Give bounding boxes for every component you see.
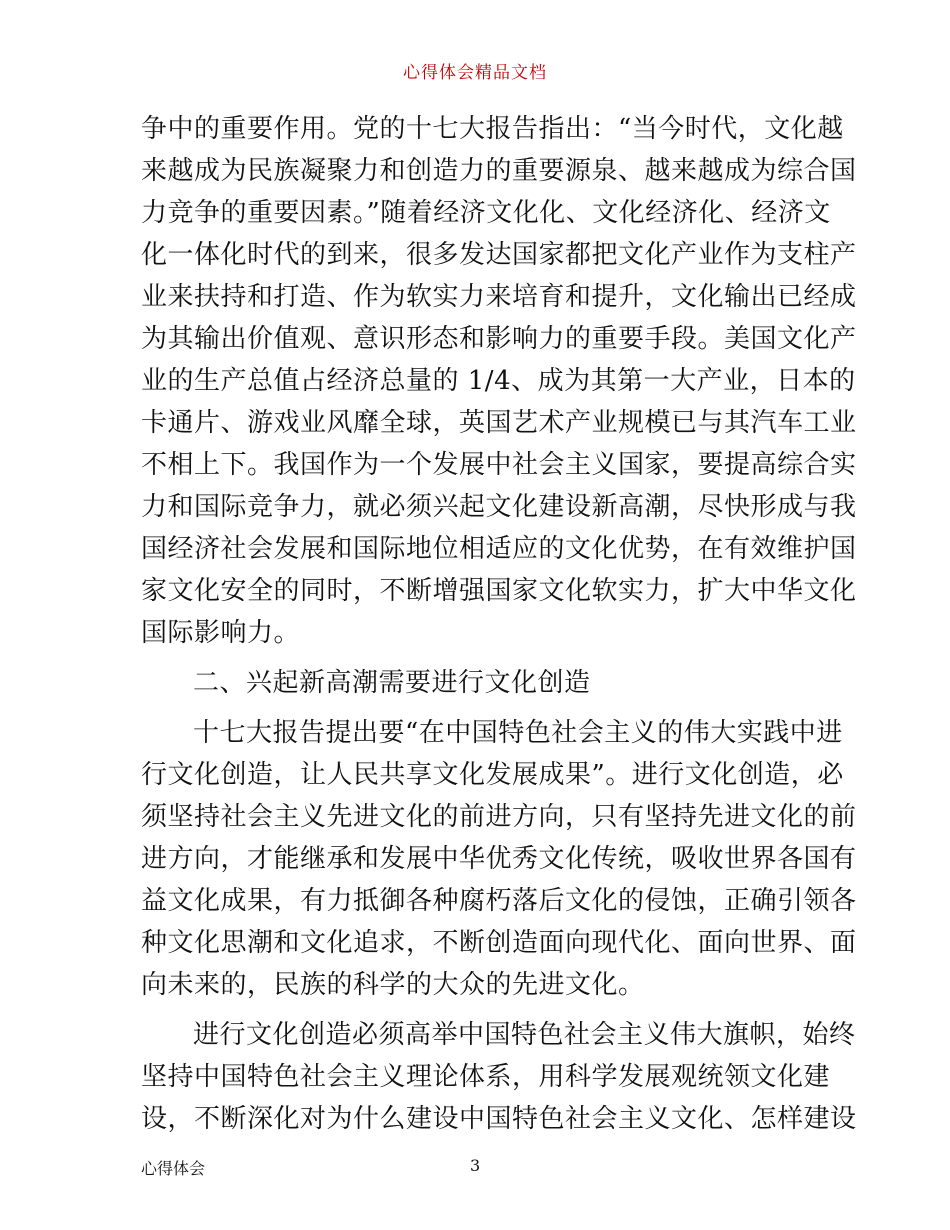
- text-line: 国经济社会发展和国际地位相适应的文化优势，在有效维护国: [141, 534, 857, 564]
- text-line: 来越成为民族凝聚力和创造力的重要源泉、越来越成为综合国: [141, 156, 857, 186]
- section-heading: 二、兴起新高潮需要进行文化创造: [193, 668, 591, 698]
- text-line: 力和国际竞争力，就必须兴起文化建设新高潮，尽快形成与我: [141, 492, 857, 522]
- text-line: 坚持中国特色社会主义理论体系，用科学发展观统领文化建: [141, 1062, 831, 1092]
- text-line: 业的生产总值占经济总量的 1/4、成为其第一大产业，日本的: [141, 366, 856, 396]
- text-line: 进行文化创造必须高举中国特色社会主义伟大旗帜，始终: [193, 1020, 856, 1050]
- text-line: 家文化安全的同时，不断增强国家文化软实力，扩大中华文化: [141, 576, 857, 606]
- text-line: 业来扶持和打造、作为软实力来培育和提升，文化输出已经成: [141, 282, 857, 312]
- page-number: 3: [470, 1156, 481, 1175]
- text-line: 为其输出价值观、意识形态和影响力的重要手段。美国文化产: [141, 324, 857, 354]
- text-line: 卡通片、游戏业风靡全球，英国艺术产业规模已与其汽车工业: [141, 408, 857, 438]
- text-line: 进方向，才能继承和发展中华优秀文化传统，吸收世界各国有: [141, 844, 857, 874]
- text-line: 十七大报告提出要“在中国特色社会主义的伟大实践中进: [193, 718, 843, 748]
- text-line: 行文化创造，让人民共享文化发展成果”。进行文化创造，必: [141, 760, 844, 790]
- document-header: 心得体会精品文档: [403, 63, 547, 83]
- text-line: 设，不断深化对为什么建设中国特色社会主义文化、怎样建设: [141, 1104, 857, 1134]
- text-line: 益文化成果，有力抵御各种腐朽落后文化的侵蚀，正确引领各: [141, 886, 857, 916]
- text-line: 化一体化时代的到来，很多发达国家都把文化产业作为支柱产: [141, 240, 857, 270]
- text-line: 争中的重要作用。党的十七大报告指出：“当今时代，文化越: [141, 114, 844, 144]
- text-line: 向未来的，民族的科学的大众的先进文化。: [141, 970, 645, 1000]
- document-body: [141, 108, 857, 1140]
- text-line: 国际影响力。: [141, 618, 301, 648]
- footer-label: 心得体会: [141, 1159, 206, 1178]
- text-line: 不相上下。我国作为一个发展中社会主义国家，要提高综合实: [141, 450, 857, 480]
- text-line: 须坚持社会主义先进文化的前进方向，只有坚持先进文化的前: [141, 802, 857, 832]
- text-line: 力竞争的重要因素。”随着经济文化化、文化经济化、经济文: [141, 198, 831, 228]
- text-line: 种文化思潮和文化追求，不断创造面向现代化、面向世界、面: [141, 928, 857, 958]
